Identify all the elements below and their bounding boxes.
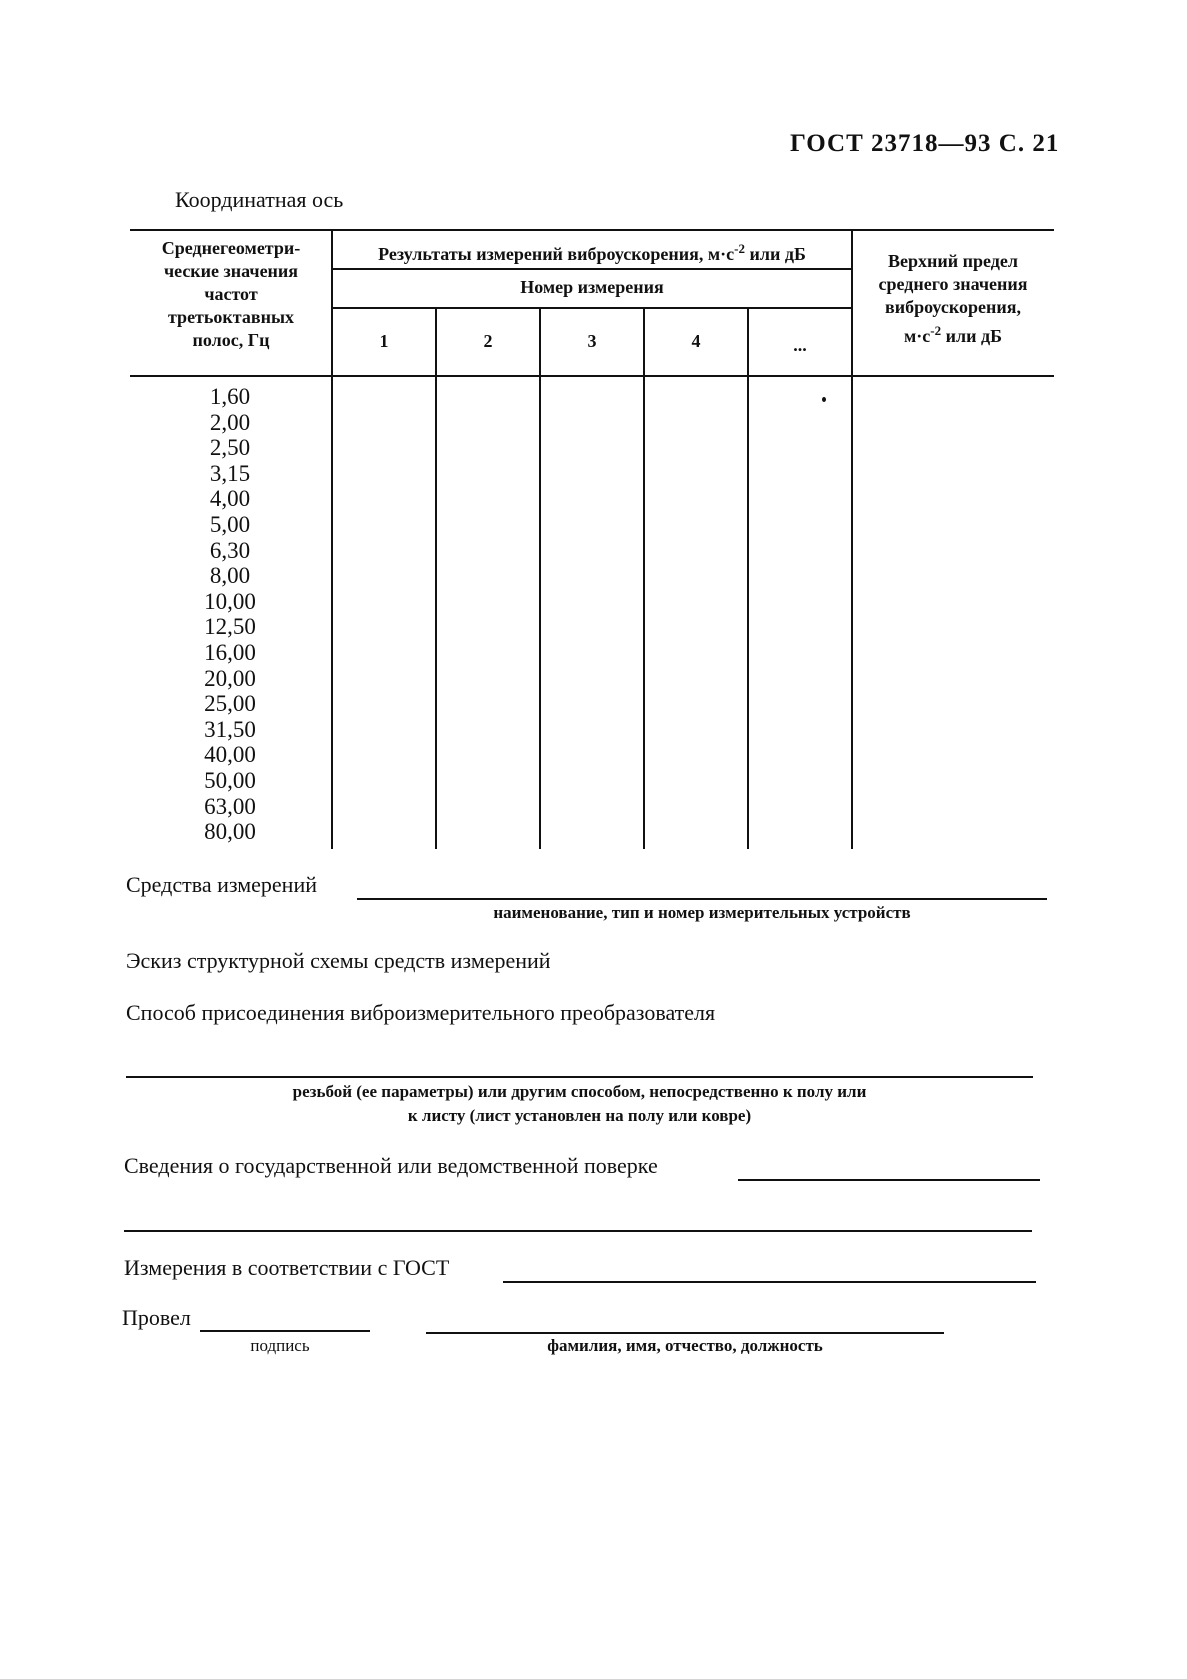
scan-dot [822,397,826,402]
frequency-value: 6,30 [209,537,251,563]
verification-field-continued[interactable] [124,1230,1032,1232]
freq-header-line: третьоктавных [168,307,294,327]
measurement-number-header: Номер измерения [520,277,664,297]
upper-limit-unit-line [856,319,1050,348]
sketch-label: Эскиз структурной схемы средств измерений [126,948,551,973]
frequency-value: 80,00 [204,819,256,845]
col-divider-2 [539,307,541,849]
col-divider-3 [643,307,645,849]
freq-column-header [135,237,327,352]
measurement-number-more: ... [793,335,807,355]
header-bottom-border [130,375,1054,377]
freq-header-line: ческие значения [163,261,299,281]
instruments-label: Средства измерений [126,872,318,897]
frequency-value: 16,00 [204,639,256,665]
frequency-value: 3,15 [209,460,251,486]
results-header-divider [332,268,852,270]
results-header-tail: или дБ [745,244,806,264]
attachment-caption-line-1: резьбой (ее параметры) или другим способом, непосредственно к полу или [292,1082,867,1101]
axis-title: Координатная ось [175,187,344,212]
attachment-field[interactable] [126,1076,1033,1078]
frequency-value: 4,00 [209,486,251,512]
frequency-value: 63,00 [204,793,256,819]
frequency-value: 20,00 [204,665,256,691]
measurement-number-1: 1 [379,331,389,351]
page-header: ГОСТ 23718—93 С. 21 [790,130,1060,157]
frequency-value: 31,50 [204,716,256,742]
frequency-values [180,384,280,845]
freq-header-line: частот [204,284,258,304]
name-field[interactable] [426,1332,944,1334]
col-divider-4 [747,307,749,849]
freq-header-line: полос, Гц [192,330,270,350]
upper-limit-header [856,250,1050,348]
attachment-label: Способ присоединения виброизмерительного преобразователя [126,1000,716,1025]
frequency-value: 50,00 [204,767,256,793]
frequency-value: 25,00 [204,691,256,717]
col-divider-1 [435,307,437,849]
upper-limit-line: виброускорения, [885,297,1021,317]
table-top-border [130,229,1054,231]
frequency-value: 1,60 [209,384,251,409]
verification-field[interactable] [738,1179,1040,1181]
instruments-caption: наименование, тип и номер измерительных устройств [493,903,911,922]
frequency-value: 40,00 [204,742,256,768]
name-caption: фамилия, имя, отчество, должность [547,1336,823,1355]
results-header [334,237,850,266]
upper-limit-line: Верхний предел [888,251,1018,271]
upper-limit-line: среднего значения [878,274,1028,294]
measurement-number-4: 4 [691,331,701,351]
upper-limit-unit: м·с [904,326,931,346]
measurement-number-2: 2 [483,331,493,351]
results-header-text: Результаты измерений виброускорения, м·с [378,244,735,264]
frequency-value: 8,00 [209,563,251,589]
signature-caption: подпись [250,1336,310,1355]
frequency-value: 5,00 [209,511,251,537]
conducted-label: Провел [122,1305,191,1330]
frequency-value: 2,50 [209,435,251,461]
instruments-field[interactable] [357,898,1047,900]
frequency-value: 10,00 [204,588,256,614]
results-header-exponent: -2 [734,241,745,256]
frequency-value: 12,50 [204,614,256,640]
signature-field[interactable] [200,1330,370,1332]
frequency-value: 2,00 [209,409,251,435]
col-divider-freq [331,229,333,849]
gost-field[interactable] [503,1281,1036,1283]
col-divider-results-end [851,229,853,849]
attachment-caption-line-2: к листу (лист установлен на полу или ковре) [407,1106,752,1125]
gost-label: Измерения в соответствии с ГОСТ [124,1255,450,1280]
verification-label: Сведения о государственной или ведомственной поверке [124,1153,658,1178]
upper-limit-unit-exponent: -2 [930,323,942,338]
freq-header-line: Среднегеометри- [161,238,301,258]
number-header-divider [332,307,852,309]
upper-limit-unit-tail: или дБ [941,326,1002,346]
measurement-number-3: 3 [587,331,597,351]
